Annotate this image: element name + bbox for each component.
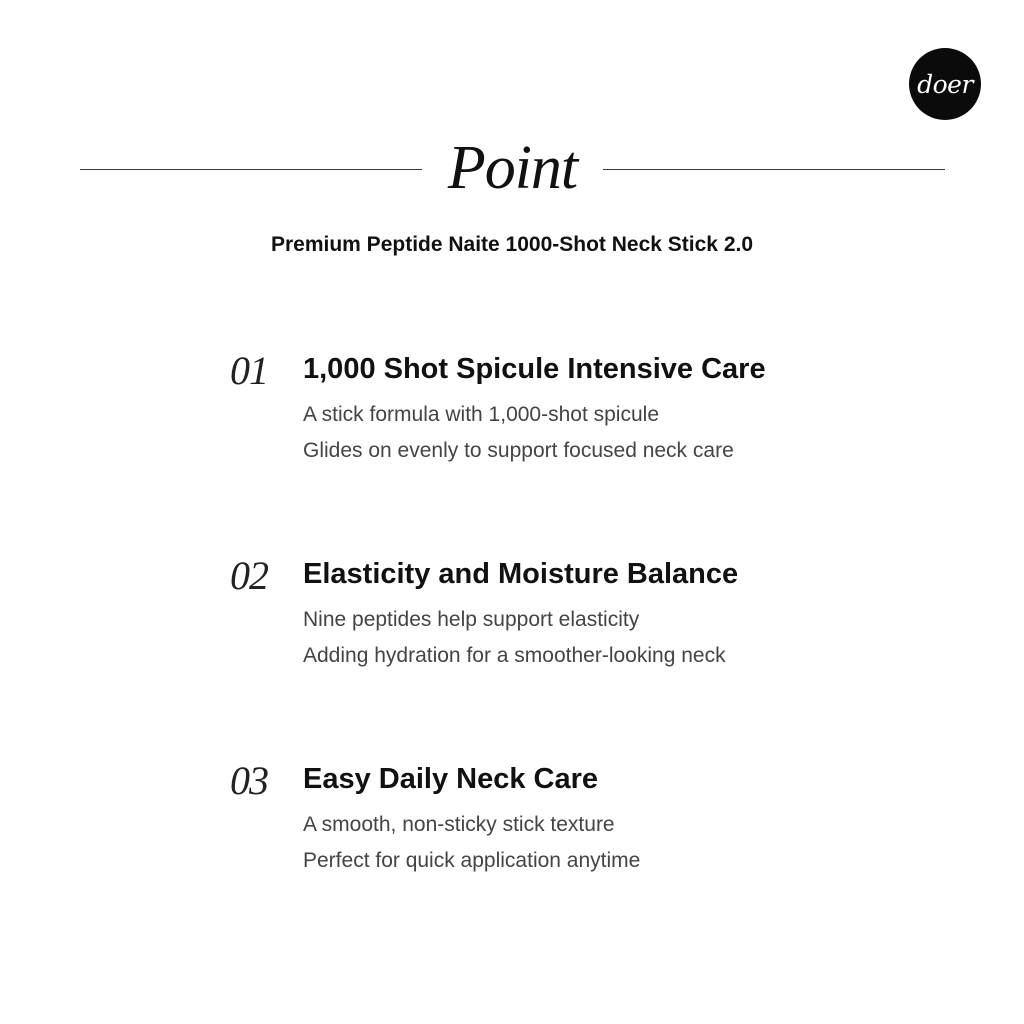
point-title: 1,000 Shot Spicule Intensive Care — [303, 353, 766, 385]
point-item-03 — [0, 755, 1024, 905]
point-title: Easy Daily Neck Care — [303, 763, 599, 795]
brand-logo-text: doer — [917, 69, 973, 99]
page-title: Point — [447, 134, 578, 202]
heading-divider-right — [603, 169, 945, 170]
point-title: Elasticity and Moisture Balance — [303, 558, 739, 590]
point-description-line: Nine peptides help support elasticity — [303, 608, 640, 631]
product-name: Premium Peptide Naite 1000-Shot Neck Stick 2.0 — [270, 233, 754, 256]
point-number: 01 — [230, 348, 268, 393]
point-description-line: A smooth, non-sticky stick texture — [303, 813, 615, 836]
point-item-01 — [0, 345, 1024, 495]
point-number: 03 — [230, 758, 268, 803]
point-description-line: Perfect for quick application anytime — [303, 849, 641, 872]
heading-divider-left — [80, 169, 422, 170]
point-description-line: Adding hydration for a smoother-looking neck — [303, 644, 726, 667]
point-description-line: A stick formula with 1,000-shot spicule — [303, 403, 659, 426]
point-description-line: Glides on evenly to support focused neck care — [303, 439, 734, 462]
brand-logo — [909, 48, 981, 120]
point-item-02 — [0, 550, 1024, 700]
point-number: 02 — [230, 553, 268, 598]
